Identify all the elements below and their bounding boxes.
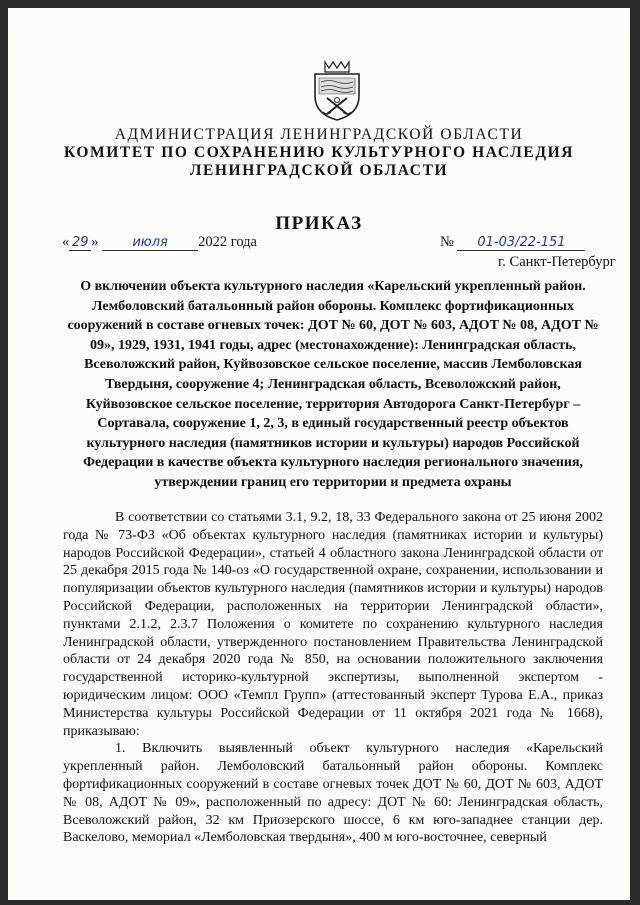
date-month: июля [102,235,198,251]
order-date [62,234,257,251]
order-subject: О включении объекта культурного наследия «Карельский укрепленный район. Лемболовский батальонный район обороны. Комплекс фортификационных сооружений в составе огневых точек: ДОТ № 60, ДОТ № 603, АДОТ № 08, АДОТ № 09», 1929, 1931, 1941 годы, адрес (местонахождение): Ленинградская область, Всеволожский район, Куйвозовское сельское поселение, массив Лемболовская Твердыня, сооружение 4; Ленинградская область, Всеволожский район, Куйвозовское сельское поселение, территория Автодорога Санкт-Петербург – Сортавала, сооружение 1, 2, 3, в единый государственный реестр объектов культурного наследия (памятников истории и культуры) народов Российской Федерации в качестве объекта культурного наследия регионального значения, утверждении границ его территории и предмета охраны [67,279,599,490]
date-close-quote: » [91,234,99,250]
city: г. Санкт-Петербург [498,254,616,270]
org-name-line-1: АДМИНИСТРАЦИЯ ЛЕНИНГРАДСКОЙ ОБЛАСТИ [114,126,524,143]
item-1-paragraph: 1. Включить выявленный объект культурного наследия «Карельский укрепленный район. Лемболовский батальонный район обороны. Комплекс фортификационных сооружений в составе огневых точек ДОТ № 60, ДОТ № 603, АДОТ № 08, АДОТ № 09», расположенный по адресу: ДОТ № 60: Ленинградская область, Всеволожский район, 32 км Приозерского шоссе, 6 км юго-западнее станции дер. Васкелово, мемориал «Лемболовская твердыня», 400 м юго-восточнее, северный [63,741,603,846]
org-name-line-2: КОМИТЕТ ПО СОХРАНЕНИЮ КУЛЬТУРНОГО НАСЛЕДИЯ [63,144,575,161]
date-day: 29 [69,235,91,251]
org-name-line-3: ЛЕНИНГРАДСКОЙ ОБЛАСТИ [189,162,449,179]
document-body [63,509,603,847]
number-prefix: № [440,234,454,250]
document-page [8,8,630,900]
preamble-paragraph: В соответствии со статьями 3.1, 9.2, 18, 33 Федерального закона от 25 июня 2002 года № 73-ФЗ «Об объектах культурного наследия (памятниках истории и культуры) народов Российской Федерации», статьей 4 областного закона Ленинградской области от 25 декабря 2015 года № 140-оз «О государственной охране, сохранении, использовании и популяризации объектов культурного наследия (памятников истории и культуры) народов Российской Федерации, расположенных на территории Ленинградской области», пунктами 2.1.2, 2.3.7 Положения о комитете по сохранению культурного наследия Ленинградской области, утвержденного постановлением Правительства Ленинградской области от 24 декабря 2020 года № 850, на основании положительного заключения государственной историко-культурной экспертизы, выполненной экспертом - юридическим лицом: ООО «Темпл Групп» (аттестованный эксперт Турова Е.А., приказ Министерства культуры Российской Федерации от 11 октября 2021 года № 1668), приказываю: [63,510,603,739]
date-open-quote: « [62,234,70,250]
order-number [440,234,585,251]
number-value: 01-03/22-151 [457,235,585,251]
date-year: 2022 года [198,234,257,250]
document-title: ПРИКАЗ [275,213,363,234]
coat-of-arms-icon [311,60,363,122]
